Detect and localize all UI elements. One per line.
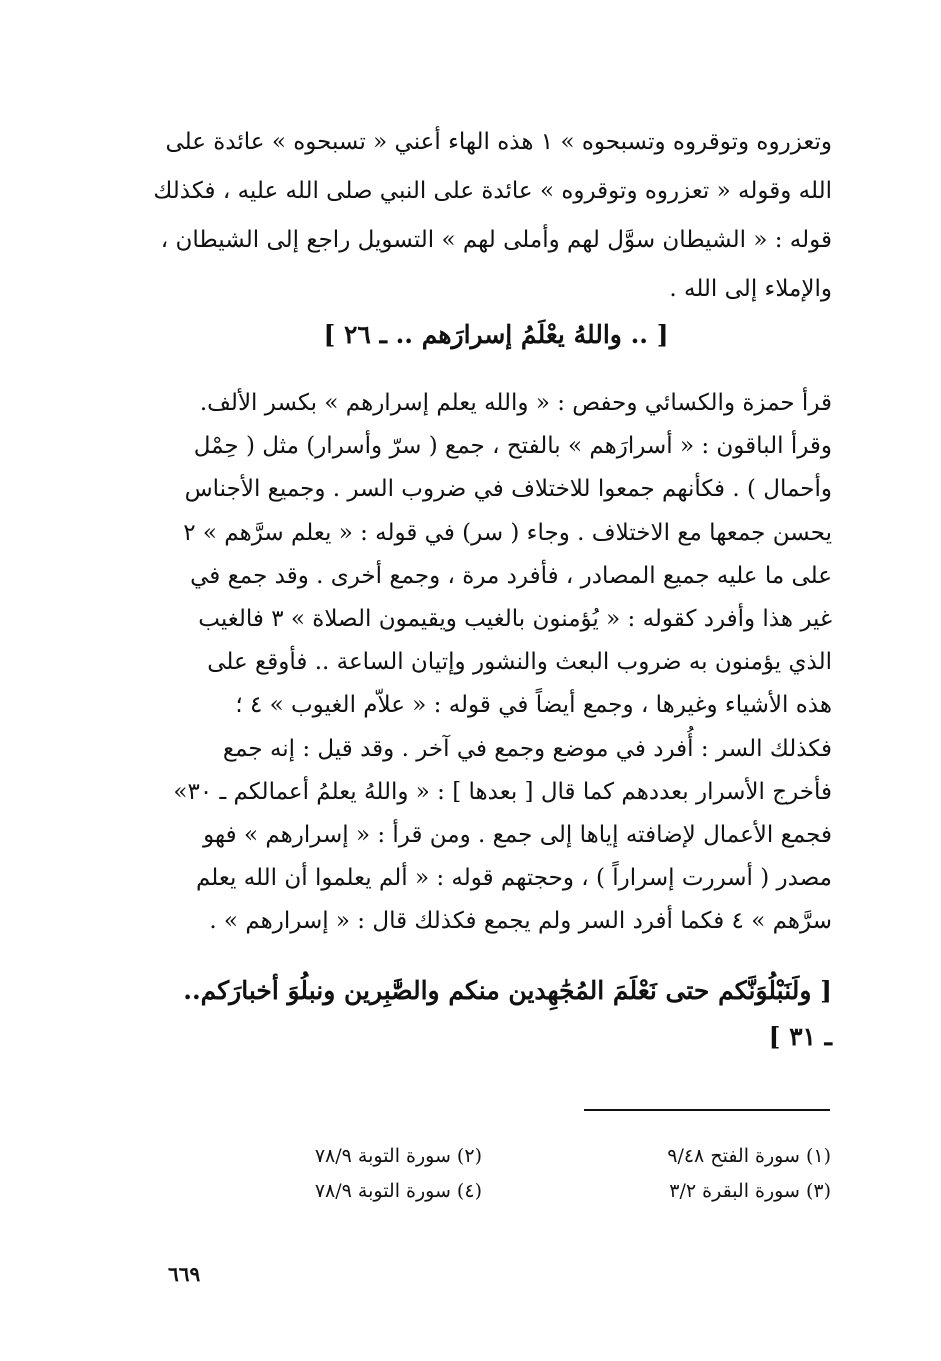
text-line: هذه الأشياء وغيرها ، وجمع أيضاً في قوله : « علاّم الغيوب » ٤ ؛ [235,692,832,719]
text-line: وقرأ الباقون : « أسرارَهم » بالفتح ، جمع ( سرّ وأسرار) مثل ( حِمْل [193,433,832,460]
footnote-3: (٣) سورة البقرة ٣/٢ [669,1180,831,1202]
text-line: قرأ حمزة والكسائي وحفص : « والله يعلم إسرارهم » بكسر الألف. [199,390,832,416]
footnote-4: (٤) سورة التوبة ٧٨/٩ [314,1180,482,1202]
text-line: والإملاء إلى الله . [669,276,832,302]
footnote-1: (١) سورة الفتح ٩/٤٨ [667,1145,831,1167]
text-line: مصدر ( أسررت إسراراً ) ، وحجتهم قوله : « ألم يعلموا أن الله يعلم [195,865,832,892]
text-line: على ما عليه جميع المصادر ، فأفرد مرة ، وجمع أخرى . وقد جمع في [190,562,832,589]
text-line: سرَّهم » ٤ فكما أفرد السر ولم يجمع فكذلك قال : « إسرارهم » . [209,908,832,935]
footnote-2: (٢) سورة التوبة ٧٨/٩ [314,1145,482,1167]
text-line: فأخرج الأسرار بعددهم كما قال [ بعدها ] : « واللهُ يعلمُ أعمالكم ـ ٣٠» [173,778,832,805]
text-line: قوله : « الشيطان سوَّل لهم وأملى لهم » التسويل راجع إلى الشيطان ، [160,227,832,253]
verse-line: [ ولَنَبْلُوَنَّكم حتى نَعْلَمَ المُجَٰهِدين منكم والصَّٰبِرين ونبلُوَ أخبارَكم.. [183,976,832,1005]
paragraph-2 [160,382,832,944]
footnote-divider [584,1109,830,1111]
text-line: يحسن جمعها مع الاختلاف . وجاء ( سر) في قوله : « يعلم سرَّهم » ٢ [183,519,832,546]
verse-line: ـ ٣١ ] [768,1022,832,1051]
text-line: وأحمال ) . فكأنهم جمعوا للاختلاف في ضروب السر . وجميع الأجناس [184,476,832,503]
paragraph-1 [153,118,832,314]
text-line: الذي يؤمنون به ضروب البعث والنشور وإتيان الساعة .. فأوقع على [207,649,832,676]
verse-heading-2 [160,968,832,1060]
page-number: ٦٦٩ [168,1262,201,1286]
text-line: غير هذا وأفرد كقوله : « يُؤمنون بالغيب ويقيمون الصلاة » ٣ فالغيب [198,606,832,633]
text-line: الله وقوله « تعزروه وتوقروه » عائدة على النبي صلى الله عليه ، فكذلك [153,178,832,204]
text-line: فكذلك السر : أُفرد في موضع وجمع في آخر . وقد قيل : إنه جمع [222,735,832,762]
text-line: وتعزروه وتوقروه وتسبحوه » ١ هذه الهاء أعني « تسبحوه » عائدة على [165,129,832,155]
verse-heading: [ .. واللهُ يعْلَمُ إسرارَهم .. ـ ٢٦ ] [323,320,669,349]
text-line: فجمع الأعمال لإضافته إياها إلى جمع . ومن قرأ : « إسرارهم » فهو [203,822,832,849]
